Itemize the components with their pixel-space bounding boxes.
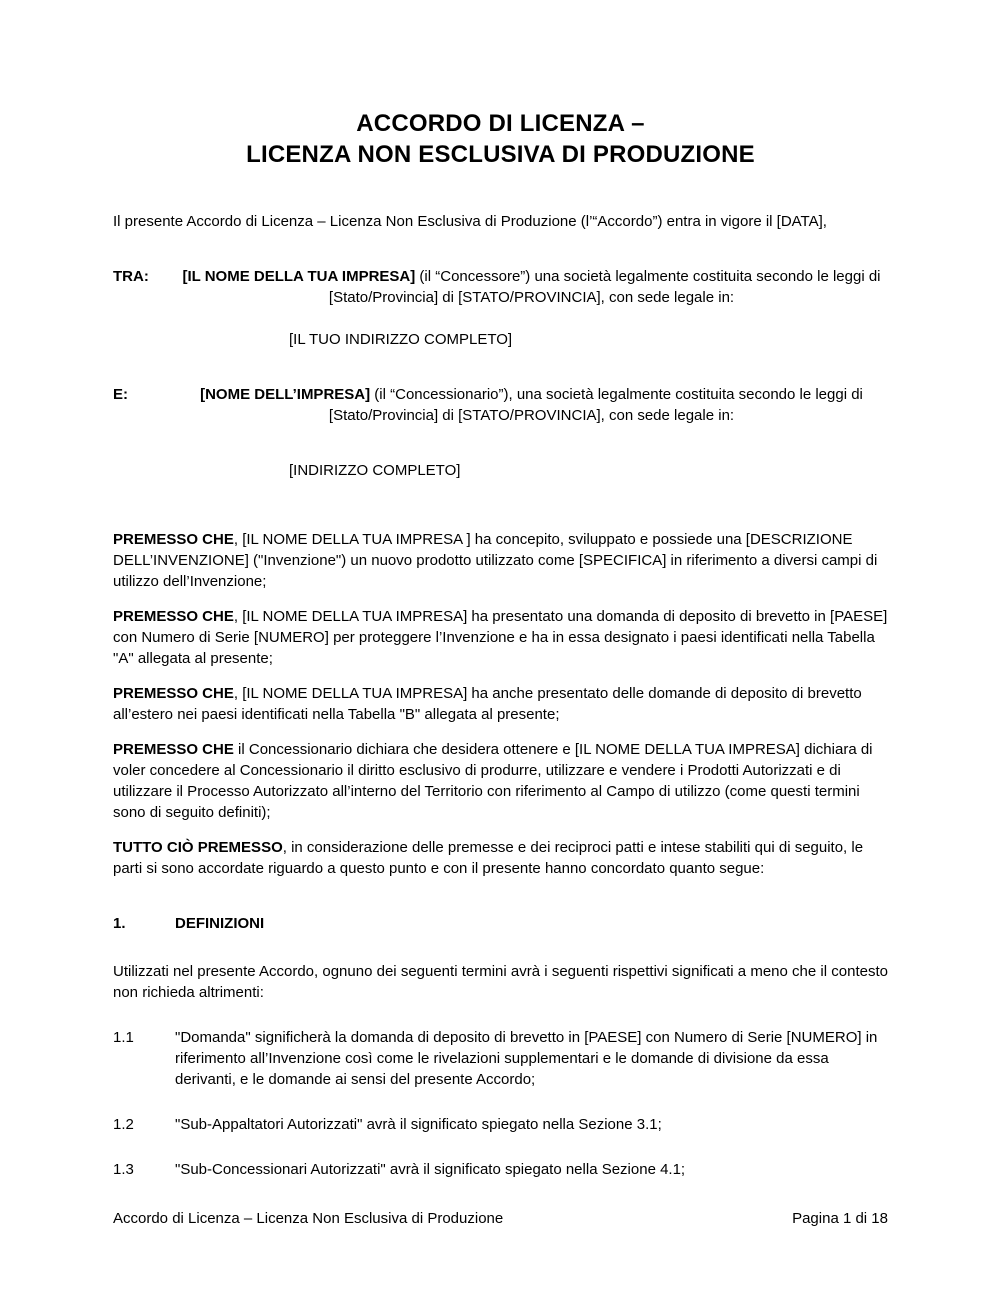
- title-line-2: LICENZA NON ESCLUSIVA DI PRODUZIONE: [246, 141, 755, 168]
- footer-page-number: Pagina 1 di 18: [792, 1210, 888, 1227]
- party-name-licensor: [IL NOME DELLA TUA IMPRESA]: [182, 268, 416, 285]
- definition-number: 1.3: [113, 1161, 134, 1178]
- recital-lead: PREMESSO CHE: [113, 741, 234, 758]
- definition-item: [113, 1114, 888, 1135]
- party-label-e: E:: [113, 386, 128, 403]
- party-address-licensor: [IL TUO INDIRIZZO COMPLETO]: [289, 331, 513, 348]
- definition-number: 1.1: [113, 1029, 134, 1046]
- definition-number: 1.2: [113, 1116, 134, 1133]
- party-description-licensor: (il “Concessore”) una società legalmente costituita secondo le leggi di [Stato/Provincia] di [STATO/PROVINCIA], con sede legale in:: [328, 268, 881, 306]
- recital-paragraph-closing: [113, 837, 888, 879]
- recital-text: , [IL NOME DELLA TUA IMPRESA] ha presentato una domanda di deposito di brevetto in [PAESE] con Numero di Serie [NUMERO] per proteggere l’Invenzione e ha in essa designato i paesi identificati nella Tabella "A" allegata al presente;: [113, 608, 888, 667]
- recital-paragraph: [113, 606, 888, 669]
- recital-paragraph: [113, 683, 888, 725]
- section-title: DEFINIZIONI: [175, 915, 265, 932]
- recital-paragraph: [113, 739, 888, 823]
- recital-paragraph: [113, 529, 888, 592]
- party-body-licensor: [175, 266, 888, 308]
- recital-lead: PREMESSO CHE: [113, 608, 234, 625]
- recital-text: , in considerazione delle premesse e dei reciproci patti e intese stabiliti qui di seguito, le parti si sono accordate riguardo a questo punto e con il presente hanno concordato quanto segue:: [113, 839, 864, 877]
- section-number: 1.: [113, 915, 126, 932]
- party-block-licensee: [113, 384, 888, 426]
- definition-text: "Sub-Concessionari Autorizzati" avrà il significato spiegato nella Sezione 4.1;: [175, 1161, 686, 1178]
- party-block-licensor: [113, 266, 888, 308]
- definition-text: "Domanda" significherà la domanda di deposito di brevetto in [PAESE] con Numero di Serie [NUMERO] in riferimento all’Invenzione così come le rivelazioni supplementari e le domande di divisione da essa derivanti, e le domande ai sensi del presente Accordo;: [175, 1029, 878, 1088]
- definitions-intro: Utilizzati nel presente Accordo, ognuno dei seguenti termini avrà i seguenti rispettivi significati a meno che il contesto non richieda altrimenti:: [113, 963, 888, 1001]
- intro-paragraph: Il presente Accordo di Licenza – Licenza Non Esclusiva di Produzione (l’“Accordo”) entra in vigore il [DATA],: [113, 213, 827, 230]
- party-address-licensee: [INDIRIZZO COMPLETO]: [289, 462, 461, 479]
- page-footer: [113, 1208, 888, 1229]
- recital-text: , [IL NOME DELLA TUA IMPRESA ] ha concepito, sviluppato e possiede una [DESCRIZIONE DELL’INVENZIONE] ("Invenzione") un nuovo prodotto utilizzato come [SPECIFICA] in riferimento a diversi campi di utilizzo dell’Invenzione;: [113, 531, 878, 590]
- recital-text: , [IL NOME DELLA TUA IMPRESA] ha anche presentato delle domande di deposito di brevetto all’estero nei paesi identificati nella Tabella "B" allegata al presente;: [113, 685, 862, 723]
- page-title: [113, 0, 888, 170]
- title-line-1: ACCORDO DI LICENZA –: [356, 110, 645, 137]
- recital-lead: PREMESSO CHE: [113, 531, 234, 548]
- definition-item: [113, 1159, 888, 1180]
- party-body-licensee: [175, 384, 888, 426]
- party-name-licensee: [NOME DELL’IMPRESA]: [200, 386, 371, 403]
- footer-document-title: Accordo di Licenza – Licenza Non Esclusiva di Produzione: [113, 1210, 504, 1227]
- document-content: [113, 0, 888, 1180]
- recital-lead: PREMESSO CHE: [113, 685, 234, 702]
- section-heading-definizioni: [113, 913, 888, 934]
- definition-text: "Sub-Appaltatori Autorizzati" avrà il significato spiegato nella Sezione 3.1;: [175, 1116, 662, 1133]
- party-description-licensee: (il “Concessionario”), una società legalmente costituita secondo le leggi di [Stato/Provincia] di [STATO/PROVINCIA], con sede legale in:: [328, 386, 863, 424]
- recital-lead: TUTTO CIÒ PREMESSO: [113, 839, 283, 856]
- definition-item: [113, 1027, 888, 1090]
- recital-text: il Concessionario dichiara che desidera ottenere e [IL NOME DELLA TUA IMPRESA] dichiara di voler concedere al Concessionario il diritto esclusivo di produrre, utilizzare e vendere i Prodotti Autorizzati e di utilizzare il Processo Autorizzato all’interno del Territorio con riferimento al Campo di utilizzo (come questi termini sono di seguito definiti);: [113, 741, 873, 821]
- recitals-section: [113, 529, 888, 879]
- party-label-tra: TRA:: [113, 268, 149, 285]
